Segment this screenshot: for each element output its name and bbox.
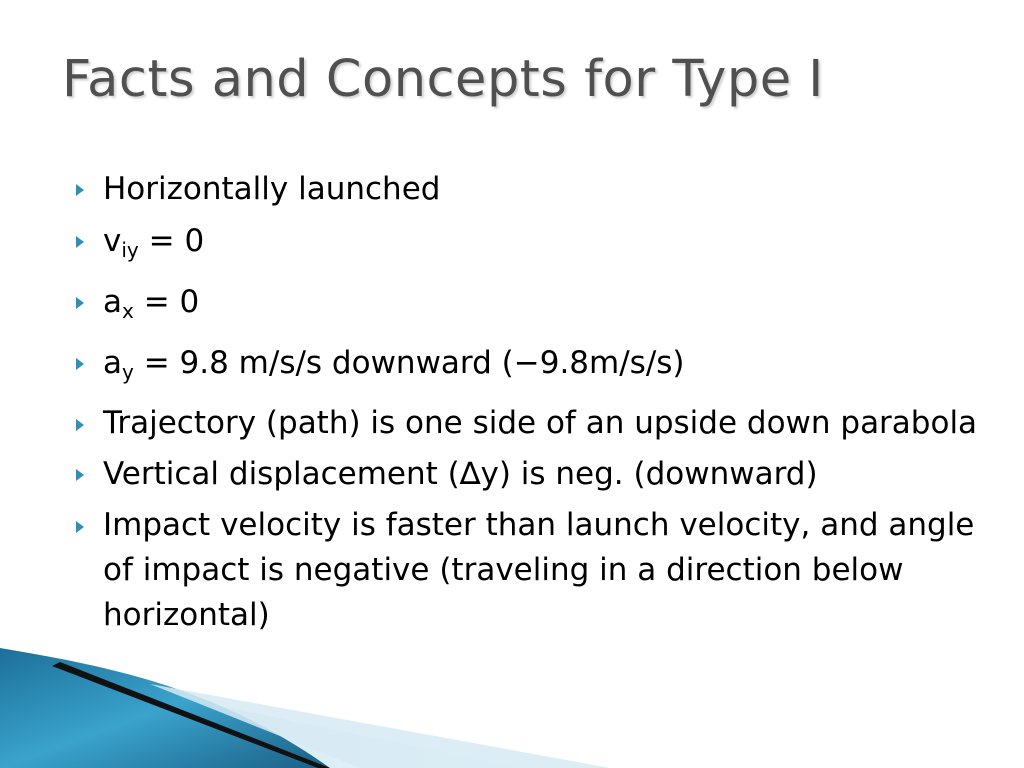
bullet-text: = 0 [133,284,200,320]
bullet-item [76,166,983,213]
bullet-text: = 9.8 m/s/s downward (−9.8m/s/s) [133,345,685,381]
bullet-item [76,340,983,396]
bullet-symbol: a [103,284,122,320]
bullet-item [76,401,983,446]
triangle-right-icon [76,419,84,431]
slide-title: Facts and Concepts for Type I [62,50,824,109]
bullet-subscript: y [122,360,134,384]
bullet-symbol: a [103,345,122,381]
triangle-right-icon [76,469,84,481]
bullet-text: Horizontally launched [103,171,441,207]
bullet-text: Impact velocity is faster than launch velocity, and angle of impact is negative (traveling in a direction below horizontal) [103,507,975,633]
triangle-right-icon [76,358,84,370]
bullet-item [76,503,983,638]
triangle-right-icon [76,297,84,309]
swoosh-blue-band [0,648,330,768]
bullet-item [76,451,983,498]
bullet-symbol: v [103,223,122,259]
bullet-text: Trajectory (path) is one side of an upside down parabola [103,405,978,441]
swoosh-pale-band [150,684,610,768]
swoosh-light-band [0,660,520,768]
bullet-item [76,279,983,335]
bullet-subscript: x [122,299,134,323]
bullet-text: = 0 [138,223,205,259]
bullet-item [76,218,983,274]
triangle-right-icon [76,184,84,196]
bullet-subscript: iy [121,238,139,262]
triangle-right-icon [76,521,84,533]
bullet-text: Vertical displacement (∆y) is neg. (downward) [103,456,818,492]
bullet-list [76,166,976,643]
triangle-right-icon [76,236,84,248]
swoosh-dark-line [52,662,330,768]
